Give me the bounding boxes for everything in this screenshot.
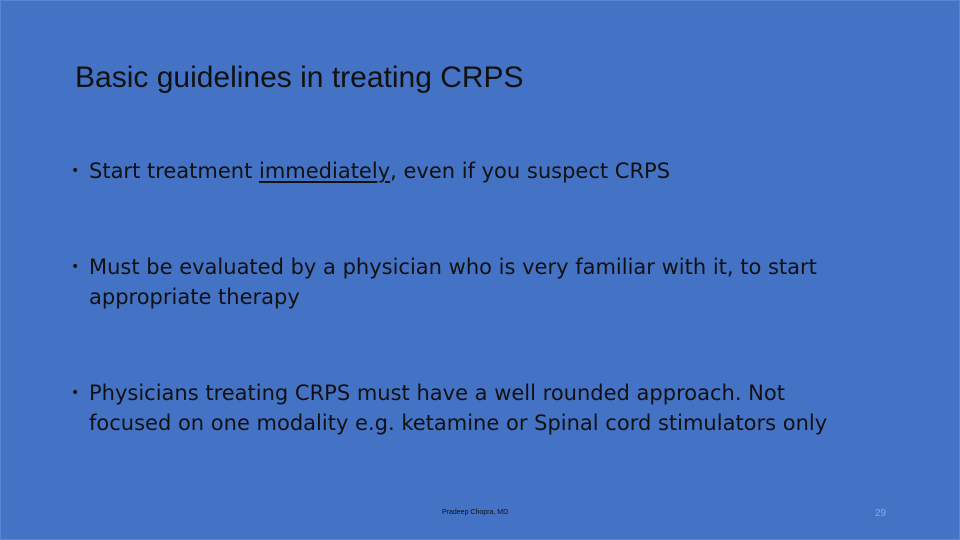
bullet-item-rounded-approach: [71, 378, 861, 438]
bullet-text: Must be evaluated by a physician who is very familiar with it, to start appropriate therapy: [89, 255, 817, 309]
bullet-item-start-treatment: [71, 156, 861, 186]
bullet-text: Physicians treating CRPS must have a well rounded approach. Not focused on one modality e.g. ketamine or Spinal cord stimulators only: [89, 381, 828, 435]
bullet-marker: •: [71, 385, 80, 401]
bullet-emphasis-immediately: immediately: [259, 159, 391, 183]
bullet-marker: •: [71, 259, 80, 275]
bullet-text-before: Start treatment: [89, 159, 259, 183]
bullet-item-physician-evaluation: [71, 252, 861, 312]
slide-page-number: 29: [875, 508, 887, 519]
bullet-text-after: , even if you suspect CRPS: [390, 159, 671, 183]
slide-title: Basic guidelines in treating CRPS: [75, 61, 524, 94]
slide-footer-author: Pradeep Chopra, MD: [442, 509, 509, 516]
bullet-marker: •: [71, 163, 80, 179]
